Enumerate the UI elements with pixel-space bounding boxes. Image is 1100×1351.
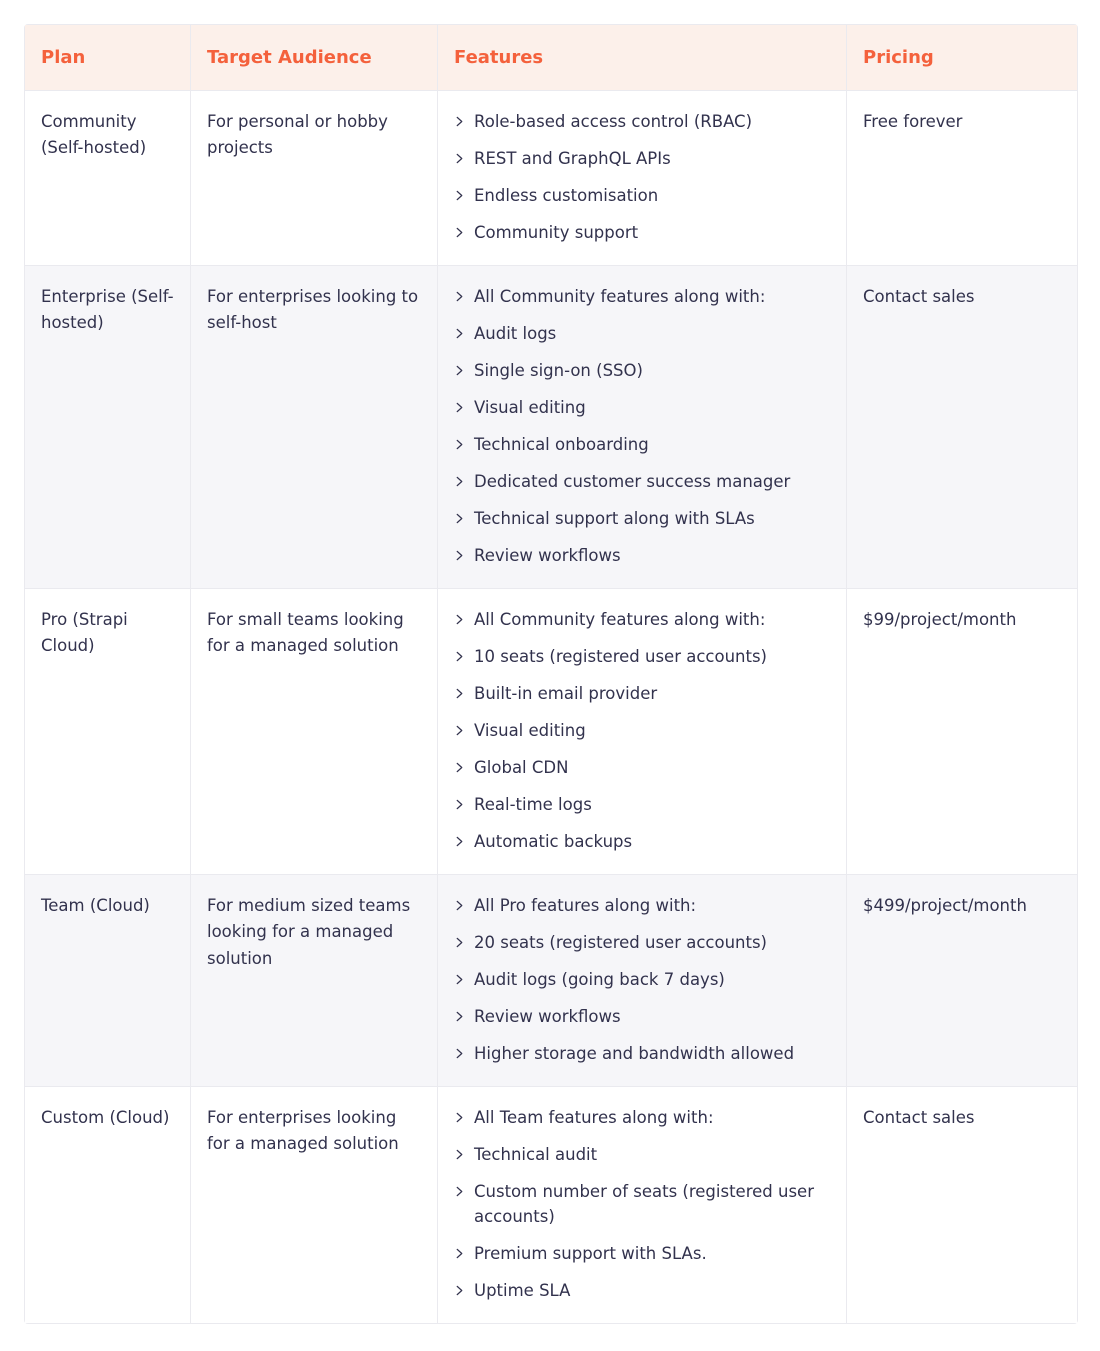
feature-text: All Pro features along with: bbox=[474, 896, 697, 915]
feature-text: Review workflows bbox=[474, 1007, 621, 1026]
target-audience-cell bbox=[191, 1087, 438, 1323]
feature-item bbox=[454, 681, 830, 706]
chevron-right-icon bbox=[454, 1179, 465, 1204]
feature-text: Single sign-on (SSO) bbox=[474, 361, 643, 380]
feature-item bbox=[454, 755, 830, 780]
feature-text: Technical onboarding bbox=[474, 435, 649, 454]
chevron-right-icon bbox=[454, 321, 465, 346]
features-cell bbox=[438, 266, 847, 589]
feature-item bbox=[454, 967, 830, 992]
chevron-right-icon bbox=[454, 607, 465, 632]
feature-item bbox=[454, 1241, 830, 1266]
pricing-cell bbox=[847, 589, 1077, 875]
feature-item bbox=[454, 183, 830, 208]
chevron-right-icon bbox=[454, 893, 465, 918]
pricing-text: Contact sales bbox=[863, 1108, 975, 1127]
feature-item bbox=[454, 358, 830, 383]
header-cell-pricing: Pricing bbox=[847, 25, 1077, 91]
plan-cell bbox=[25, 91, 191, 266]
chevron-right-icon bbox=[454, 1004, 465, 1029]
plan-name: Team (Cloud) bbox=[41, 896, 150, 915]
feature-item bbox=[454, 109, 830, 134]
features-cell bbox=[438, 91, 847, 266]
chevron-right-icon bbox=[454, 1105, 465, 1130]
features-list bbox=[454, 1105, 830, 1303]
chevron-right-icon bbox=[454, 1241, 465, 1266]
chevron-right-icon bbox=[454, 469, 465, 494]
feature-item bbox=[454, 930, 830, 955]
chevron-right-icon bbox=[454, 358, 465, 383]
target-audience-text: For small teams looking for a managed solution bbox=[207, 610, 404, 656]
table-row bbox=[25, 266, 1077, 589]
chevron-right-icon bbox=[454, 432, 465, 457]
pricing-text: $99/project/month bbox=[863, 610, 1017, 629]
feature-item bbox=[454, 1004, 830, 1029]
feature-item bbox=[454, 1041, 830, 1066]
chevron-right-icon bbox=[454, 681, 465, 706]
feature-item bbox=[454, 395, 830, 420]
header-cell-features: Features bbox=[438, 25, 847, 91]
feature-text: Audit logs (going back 7 days) bbox=[474, 970, 725, 989]
feature-item bbox=[454, 644, 830, 669]
feature-text: Technical audit bbox=[474, 1145, 598, 1164]
feature-text: Endless customisation bbox=[474, 186, 659, 205]
target-audience-cell bbox=[191, 266, 438, 589]
chevron-right-icon bbox=[454, 829, 465, 854]
plan-cell bbox=[25, 589, 191, 875]
feature-text: All Community features along with: bbox=[474, 287, 766, 306]
feature-item bbox=[454, 1105, 830, 1130]
pricing-cell bbox=[847, 91, 1077, 266]
table-row bbox=[25, 875, 1077, 1087]
chevron-right-icon bbox=[454, 395, 465, 420]
feature-text: Visual editing bbox=[474, 721, 586, 740]
features-cell bbox=[438, 875, 847, 1087]
target-audience-text: For medium sized teams looking for a managed solution bbox=[207, 896, 411, 968]
feature-text: Automatic backups bbox=[474, 832, 633, 851]
plan-cell bbox=[25, 875, 191, 1087]
feature-item bbox=[454, 607, 830, 632]
table-row bbox=[25, 91, 1077, 266]
feature-text: Built-in email provider bbox=[474, 684, 658, 703]
pricing-table bbox=[24, 24, 1078, 1324]
chevron-right-icon bbox=[454, 718, 465, 743]
feature-item bbox=[454, 792, 830, 817]
target-audience-text: For personal or hobby projects bbox=[207, 112, 388, 158]
feature-item bbox=[454, 432, 830, 457]
feature-item bbox=[454, 1278, 830, 1303]
table-header-row bbox=[25, 25, 1077, 91]
chevron-right-icon bbox=[454, 792, 465, 817]
feature-item bbox=[454, 506, 830, 531]
feature-item bbox=[454, 1179, 830, 1229]
chevron-right-icon bbox=[454, 755, 465, 780]
features-cell bbox=[438, 589, 847, 875]
feature-text: Review workflows bbox=[474, 546, 621, 565]
feature-item bbox=[454, 893, 830, 918]
chevron-right-icon bbox=[454, 506, 465, 531]
chevron-right-icon bbox=[454, 1041, 465, 1066]
feature-text: Higher storage and bandwidth allowed bbox=[474, 1044, 795, 1063]
feature-item bbox=[454, 1142, 830, 1167]
plan-name: Custom (Cloud) bbox=[41, 1108, 170, 1127]
feature-text: Audit logs bbox=[474, 324, 557, 343]
table-row bbox=[25, 589, 1077, 875]
plan-name: Community (Self-hosted) bbox=[41, 112, 147, 158]
feature-item bbox=[454, 146, 830, 171]
feature-item bbox=[454, 829, 830, 854]
target-audience-text: For enterprises looking to self-host bbox=[207, 287, 419, 333]
chevron-right-icon bbox=[454, 284, 465, 309]
feature-item bbox=[454, 284, 830, 309]
pricing-text: Free forever bbox=[863, 112, 963, 131]
chevron-right-icon bbox=[454, 1278, 465, 1303]
target-audience-text: For enterprises looking for a managed solution bbox=[207, 1108, 399, 1154]
feature-text: Custom number of seats (registered user accounts) bbox=[474, 1182, 814, 1226]
features-cell bbox=[438, 1087, 847, 1323]
feature-item bbox=[454, 321, 830, 346]
feature-text: All Team features along with: bbox=[474, 1108, 714, 1127]
feature-item bbox=[454, 543, 830, 568]
plan-name: Pro (Strapi Cloud) bbox=[41, 610, 128, 656]
header-cell-plan: Plan bbox=[25, 25, 191, 91]
header-cell-target-audience: Target Audience bbox=[191, 25, 438, 91]
feature-text: Premium support with SLAs. bbox=[474, 1244, 707, 1263]
plan-cell bbox=[25, 266, 191, 589]
pricing-cell bbox=[847, 266, 1077, 589]
chevron-right-icon bbox=[454, 109, 465, 134]
feature-text: Technical support along with SLAs bbox=[474, 509, 755, 528]
feature-text: Visual editing bbox=[474, 398, 586, 417]
target-audience-cell bbox=[191, 91, 438, 266]
feature-text: 10 seats (registered user accounts) bbox=[474, 647, 767, 666]
chevron-right-icon bbox=[454, 220, 465, 245]
pricing-text: $499/project/month bbox=[863, 896, 1027, 915]
pricing-cell bbox=[847, 1087, 1077, 1323]
plan-name: Enterprise (Self-hosted) bbox=[41, 287, 174, 333]
pricing-cell bbox=[847, 875, 1077, 1087]
features-list bbox=[454, 109, 830, 245]
table-body bbox=[25, 91, 1077, 1323]
chevron-right-icon bbox=[454, 183, 465, 208]
target-audience-cell bbox=[191, 875, 438, 1087]
chevron-right-icon bbox=[454, 1142, 465, 1167]
chevron-right-icon bbox=[454, 146, 465, 171]
feature-text: Dedicated customer success manager bbox=[474, 472, 791, 491]
target-audience-cell bbox=[191, 589, 438, 875]
chevron-right-icon bbox=[454, 644, 465, 669]
feature-text: REST and GraphQL APIs bbox=[474, 149, 671, 168]
table-row bbox=[25, 1087, 1077, 1323]
feature-text: Real-time logs bbox=[474, 795, 592, 814]
features-list bbox=[454, 893, 830, 1066]
feature-text: Uptime SLA bbox=[474, 1281, 571, 1300]
feature-text: Global CDN bbox=[474, 758, 569, 777]
chevron-right-icon bbox=[454, 930, 465, 955]
feature-text: 20 seats (registered user accounts) bbox=[474, 933, 767, 952]
feature-text: Community support bbox=[474, 223, 639, 242]
feature-item bbox=[454, 220, 830, 245]
feature-item bbox=[454, 718, 830, 743]
feature-text: Role-based access control (RBAC) bbox=[474, 112, 753, 131]
feature-item bbox=[454, 469, 830, 494]
chevron-right-icon bbox=[454, 967, 465, 992]
feature-text: All Community features along with: bbox=[474, 610, 766, 629]
pricing-text: Contact sales bbox=[863, 287, 975, 306]
features-list bbox=[454, 607, 830, 854]
chevron-right-icon bbox=[454, 543, 465, 568]
features-list bbox=[454, 284, 830, 568]
plan-cell bbox=[25, 1087, 191, 1323]
